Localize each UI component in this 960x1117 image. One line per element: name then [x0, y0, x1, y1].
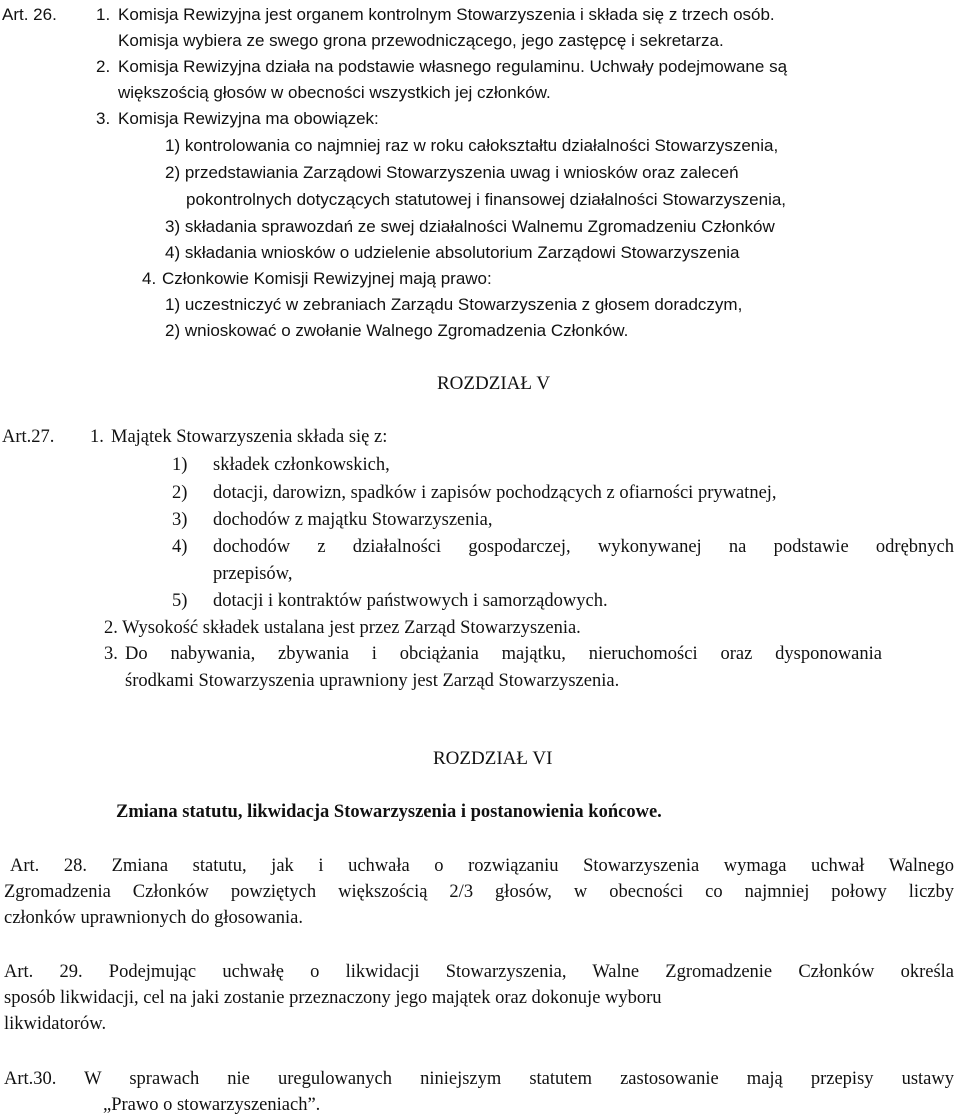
art27-p1-intro: Majątek Stowarzyszenia składa się z:: [111, 427, 388, 447]
art28-line3: członków uprawnionych do głosowania.: [4, 908, 304, 928]
art26-p4-intro: Członkowie Komisji Rewizyjnej mają prawo:: [162, 269, 492, 288]
art27-p3-line1: Do nabywania, zbywania i obciążania majątku, nieruchomości oraz dysponowania: [125, 644, 882, 664]
chapter-6-heading: ROZDZIAŁ VI: [433, 748, 553, 769]
art26-p2-line1: Komisja Rewizyjna działa na podstawie własnego regulaminu. Uchwały podejmowane są: [118, 57, 788, 76]
art26-p3-item: 3) składania sprawozdań ze swej działalności Walnemu Zgromadzeniu Członków: [165, 217, 775, 236]
art26-p3-num: 3.: [96, 109, 111, 128]
art26-p4-item: 1) uczestniczyć w zebraniach Zarządu Stowarzyszenia z głosem doradczym,: [165, 295, 743, 314]
art29-line1: Art. 29. Podejmując uchwałę o likwidacji Stowarzyszenia, Walne Zgromadzenie Członków określa: [4, 962, 954, 982]
art27-item-num: 2): [172, 483, 188, 503]
art27-p2: 2. Wysokość składek ustalana jest przez Zarząd Stowarzyszenia.: [104, 618, 581, 638]
art27-p1-num: 1.: [90, 427, 104, 447]
art26-p4-item: 2) wnioskować o zwołanie Walnego Zgromadzenia Członków.: [165, 321, 629, 340]
art27-item-num: 1): [172, 455, 188, 475]
art27-item-text: dochodów z majątku Stowarzyszenia,: [213, 510, 493, 530]
art27-item-num: 4): [172, 537, 188, 557]
art27-item-text: dotacji, darowizn, spadków i zapisów pochodzących z ofiarności prywatnej,: [213, 483, 777, 503]
art28-line2: Zgromadzenia Członków powziętych większością 2/3 głosów, w obecności co najmniej połowy liczby: [4, 882, 954, 902]
art27-item-text-continued: przepisów,: [213, 564, 293, 584]
art26-p1-num: 1.: [96, 5, 111, 24]
art26-p2-line2: większością głosów w obecności wszystkich jej członków.: [118, 83, 551, 102]
art27-p3-num: 3.: [104, 644, 118, 664]
art26-p1-line1: Komisja Rewizyjna jest organem kontrolnym Stowarzyszenia i składa się z trzech osób.: [118, 5, 775, 24]
art27-label: Art.27.: [2, 427, 55, 447]
art27-item-num: 3): [172, 510, 188, 530]
art27-item-text: dochodów z działalności gospodarczej, wykonywanej na podstawie odrębnych: [213, 537, 954, 557]
art26-label: Art. 26.: [2, 5, 57, 24]
art26-p1-line2: Komisja wybiera ze swego grona przewodniczącego, jego zastępcę i sekretarza.: [118, 31, 724, 50]
art30-line1: Art.30. W sprawach nie uregulowanych niniejszym statutem zastosowanie mają przepisy ustawy: [4, 1069, 954, 1089]
art26-p3-item: 4) składania wniosków o udzielenie absolutorium Zarządowi Stowarzyszenia: [165, 243, 740, 262]
art26-p4-num: 4.: [142, 269, 157, 288]
art27-item-text: dotacji i kontraktów państwowych i samorządowych.: [213, 591, 608, 611]
chapter-6-title: Zmiana statutu, likwidacja Stowarzyszenia i postanowienia końcowe.: [116, 802, 662, 822]
art26-p3-item: 2) przedstawiania Zarządowi Stowarzyszenia uwag i wniosków oraz zaleceń: [165, 163, 739, 182]
art27-item-text: składek członkowskich,: [213, 455, 390, 475]
art26-p3-item: pokontrolnych dotyczących statutowej i finansowej działalności Stowarzyszenia,: [186, 190, 787, 209]
art26-p3-intro: Komisja Rewizyjna ma obowiązek:: [118, 109, 379, 128]
art26-p2-num: 2.: [96, 57, 111, 76]
chapter-5-heading: ROZDZIAŁ V: [437, 373, 551, 394]
art27-item-num: 5): [172, 591, 188, 611]
art27-p3-line2: środkami Stowarzyszenia uprawniony jest Zarząd Stowarzyszenia.: [125, 671, 620, 691]
art29-line2: sposób likwidacji, cel na jaki zostanie przeznaczony jego majątek oraz dokonuje wyboru: [4, 988, 662, 1008]
art28-line1: Art. 28. Zmiana statutu, jak i uchwała o rozwiązaniu Stowarzyszenia wymaga uchwał Walnego: [10, 856, 954, 876]
art30-line2: „Prawo o stowarzyszeniach”.: [103, 1095, 321, 1115]
art29-line3: likwidatorów.: [4, 1014, 107, 1034]
art26-p3-item: 1) kontrolowania co najmniej raz w roku całokształtu działalności Stowarzyszenia,: [165, 136, 779, 155]
